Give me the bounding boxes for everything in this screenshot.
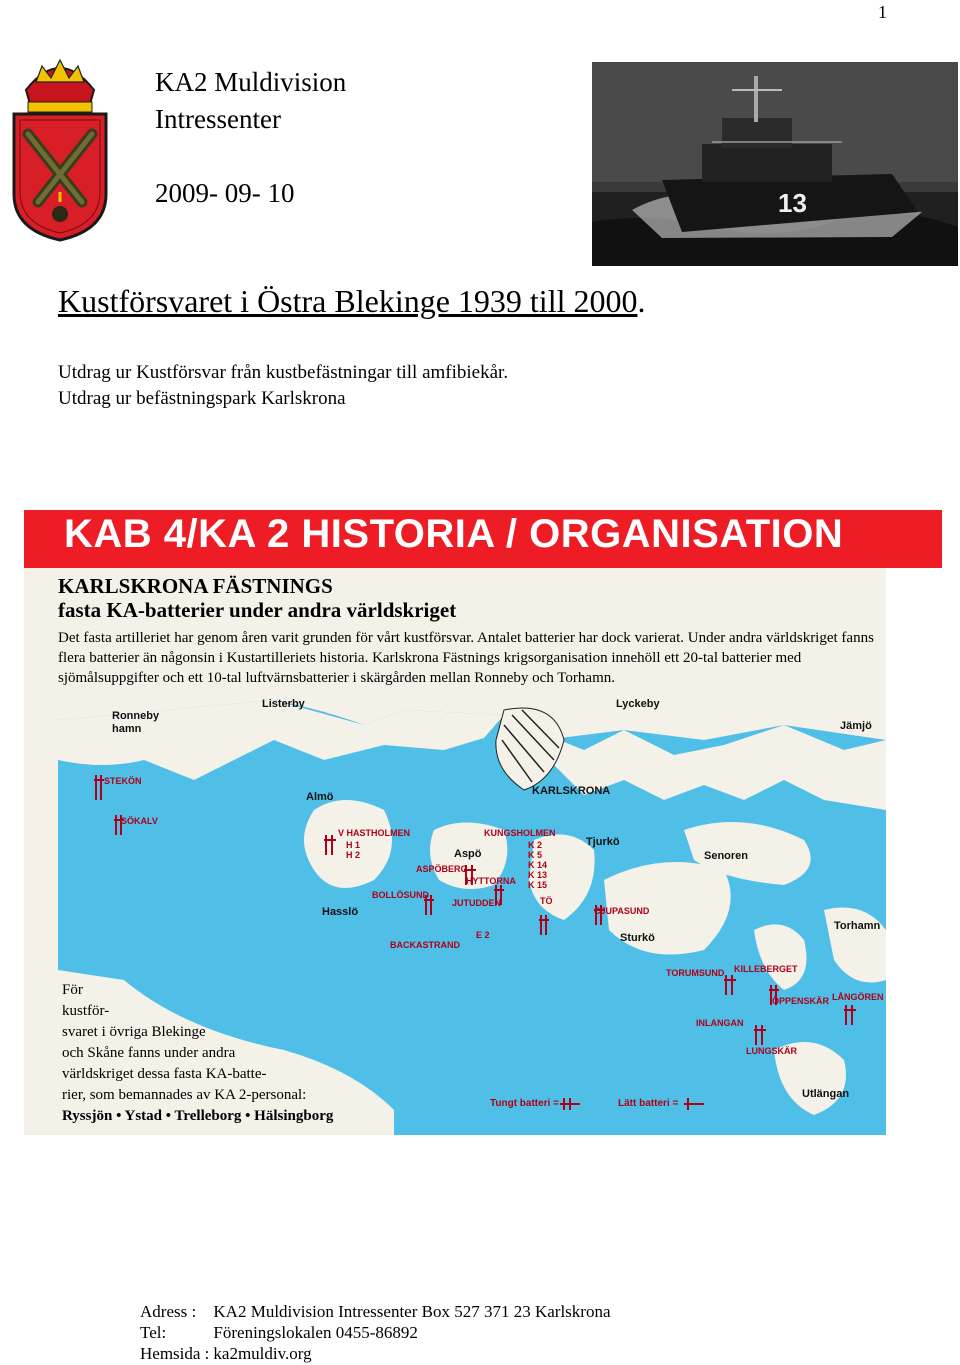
document-title: Kustförsvaret i Östra Blekinge 1939 till 2000. <box>58 283 646 319</box>
place-lungskar: LUNGSKÄR <box>746 1046 797 1056</box>
place-listerby: Listerby <box>262 698 305 710</box>
map-intro-text: Det fasta artilleriet har genom åren varit grunden för vårt kustförsvar. Antalet batterier har dock varierat. Under andra världskriget fanns flera batterier än någonsin i Kustartilleriets historia. Karlskrona Fästnings krigsorganisation innehöll ett 20-tal batterier med sjömålsuppgifter och ett 10-tal luftvärnsbatterier i skärgården mellan Ronneby och Torhamn. <box>58 630 874 686</box>
footer-tel-label: Tel: <box>140 1323 167 1342</box>
place-ronneby: Ronneby hamn <box>112 710 160 735</box>
footer-web-link[interactable]: ka2muldiv.org <box>213 1344 312 1363</box>
place-bollosund: BOLLÖSUND <box>372 890 429 900</box>
karlskrona-map-figure <box>24 510 942 1135</box>
footer-tel-value: Föreningslokalen 0455-86892 <box>213 1323 418 1342</box>
place-oppenskar: ÖPPENSKÄR <box>772 996 830 1006</box>
place-hyttorna: HYTTORNA <box>466 876 516 886</box>
place-killeberget: KILLEBERGET <box>734 964 798 974</box>
footer-adress-label: Adress : <box>140 1302 197 1321</box>
place-v-hastholmen: V HASTHOLMEN <box>338 828 410 838</box>
place-jamjo: Jämjö <box>840 720 872 732</box>
place-e2: E 2 <box>476 930 490 940</box>
place-k-batteries: K 2 K 5 K 14 K 13 K 15 <box>528 840 548 890</box>
place-langoren: LÅNGÖREN <box>832 992 884 1002</box>
place-asposberg: ASPÖBERG <box>416 864 468 874</box>
place-torumsund: TORUMSUND <box>666 968 725 978</box>
org-name-line1: KA2 Muldivision <box>155 67 347 97</box>
legend-light-battery: Lätt batteri = <box>618 1098 679 1109</box>
place-inlangan: INLANGAN <box>696 1018 744 1028</box>
place-utlangan: Utlängan <box>802 1088 850 1100</box>
place-hasslo: Hasslö <box>322 906 359 918</box>
place-kungsholmen: KUNGSHOLMEN <box>484 828 556 838</box>
hull-number: 13 <box>778 188 807 218</box>
place-lyckeby: Lyckeby <box>616 698 660 710</box>
place-backastrand: BACKASTRAND <box>390 940 460 950</box>
footer-web-label: Hemsida : <box>140 1344 210 1363</box>
subtitle-line-2: Utdrag ur befästningspark Karlskrona <box>58 388 346 409</box>
place-senoren: Senoren <box>704 850 749 862</box>
place-almo: Almö <box>306 791 334 803</box>
place-aspo: Aspö <box>454 848 482 860</box>
legend-heavy-battery: Tungt batteri = <box>490 1098 559 1109</box>
place-h2: H 2 <box>346 850 361 860</box>
map-banner-title: KAB 4/KA 2 HISTORIA / ORGANISATION <box>64 512 844 556</box>
map-note: För kustför- svaret i övriga Blekinge och Skåne fanns under andra världskriget dessa fasta KA-batte- rier, som bemannades av KA 2-personal: Ryssjön • Ystad • Trelleborg • Hälsingborg <box>62 980 333 1127</box>
place-stekon: STEKÖN <box>104 776 142 786</box>
place-jutudden: JUTUDDEN <box>452 898 502 908</box>
document-date: 2009- 09- 10 <box>155 178 295 208</box>
place-tjurko: Tjurkö <box>586 836 620 848</box>
map-heading: KARLSKRONA FÄSTNINGS fasta KA-batterier under andra världskriget <box>58 574 457 622</box>
ship-photo <box>592 62 958 266</box>
page-number: 1 <box>878 2 887 22</box>
place-torhamn: Torhamn <box>834 920 881 932</box>
map-note-towns: Ryssjön • Ystad • Trelleborg • Hälsingborg <box>62 1108 334 1124</box>
place-h1: H 1 <box>346 840 361 850</box>
footer-contact <box>140 1301 615 1364</box>
coat-of-arms-logo <box>6 52 114 242</box>
footer-adress-value: KA2 Muldivision Intressenter Box 527 371 23 Karlskrona <box>213 1302 611 1321</box>
place-gokalv: GÖKALV <box>120 816 158 826</box>
document-header <box>155 64 346 212</box>
place-to: TÖ <box>540 896 553 906</box>
place-sturko: Sturkö <box>620 932 655 944</box>
subtitle-line-1: Utdrag ur Kustförsvar från kustbefästningar till amfibiekår. <box>58 362 509 383</box>
org-name-line2: Intressenter <box>155 104 281 134</box>
place-karlskrona: KARLSKRONA <box>532 785 611 797</box>
place-cjupasund: CJUPASUND <box>594 906 650 916</box>
